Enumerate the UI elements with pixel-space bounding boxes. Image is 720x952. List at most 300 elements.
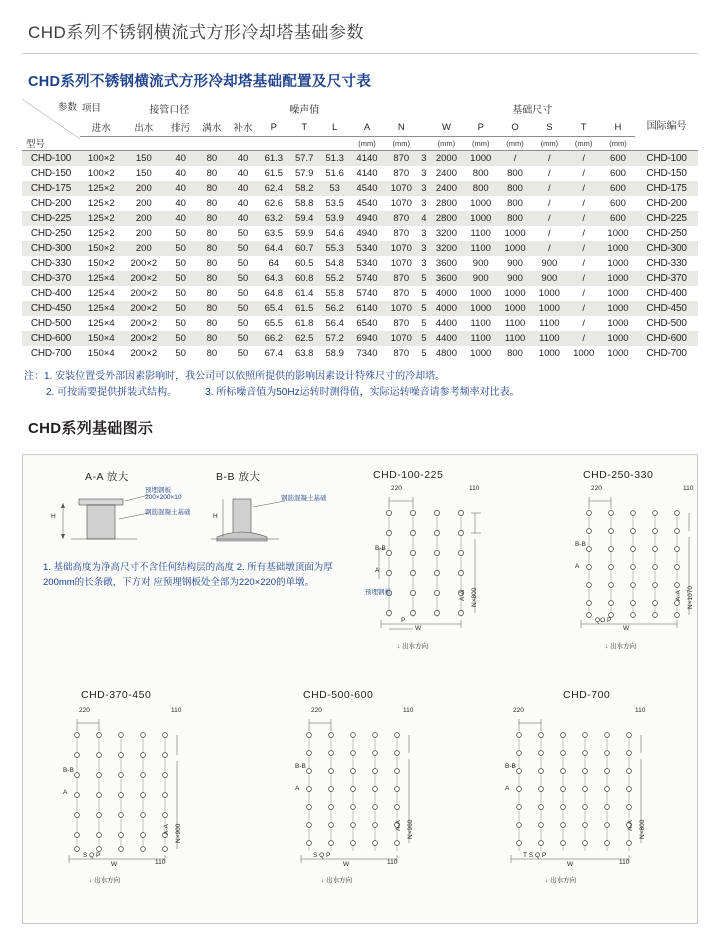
col-drain: 排污: [165, 118, 196, 137]
unit-W-text: (mm): [437, 139, 456, 148]
cell-H: 1000: [601, 226, 635, 241]
cell-full: 80: [196, 256, 227, 271]
noise-group-header: 噪声值: [259, 99, 350, 118]
cell-model: CHD-225: [22, 211, 80, 226]
cell-full: 80: [196, 286, 227, 301]
table-row: [22, 256, 698, 271]
col-T: T: [567, 118, 601, 137]
cell-O: 1000: [498, 226, 532, 241]
col-W: W: [429, 118, 463, 137]
cell-T: /: [567, 151, 601, 167]
fig2-label-B: B-B: [575, 541, 586, 548]
cell-W: 2000: [429, 151, 463, 167]
cell-T: /: [567, 226, 601, 241]
fig1-dim-P: P: [401, 617, 406, 624]
cell-model: CHD-100: [22, 151, 80, 167]
cell-T: /: [567, 241, 601, 256]
cell-full: 80: [196, 346, 227, 361]
cell-drain: 50: [165, 226, 196, 241]
fig5-dim-110: 110: [635, 707, 646, 714]
cell-inlet: 125×2: [80, 211, 123, 226]
col-S: S: [532, 118, 566, 137]
unit-T: [567, 137, 601, 151]
cell-count: 5: [418, 331, 429, 346]
fig2-dim-n1070: N×1070: [687, 586, 694, 609]
cell-inlet: 125×2: [80, 181, 123, 196]
cell-count: 3: [418, 196, 429, 211]
cell-makeup: 40: [227, 211, 258, 226]
cell-code: CHD-700: [635, 346, 698, 361]
cell-inlet2: 200×2: [123, 256, 166, 271]
spec-table-wrap: [14, 99, 706, 361]
cell-makeup: 50: [227, 241, 258, 256]
intl-code-header: 国际编号: [635, 99, 698, 151]
col-t-noise: T: [289, 118, 319, 137]
table-header-row-3: [22, 137, 698, 151]
cell-inlet: 100×2: [80, 166, 123, 181]
cell-noise-l: 56.2: [319, 301, 349, 316]
fig2-label-A: A: [575, 563, 580, 570]
cell-inlet: 150×2: [80, 241, 123, 256]
cell-S: 1000: [532, 301, 566, 316]
detail-aa-drawing: [41, 489, 191, 549]
fig1-arrow-text: 出水方向: [402, 643, 429, 650]
fig5-label-A: A: [505, 785, 510, 792]
detail-aa-plate-size: 200×200×10: [145, 494, 182, 501]
cell-P: 900: [464, 271, 498, 286]
cell-N: 870: [384, 286, 418, 301]
cell-model: CHD-370: [22, 271, 80, 286]
fig4-arrow-text: 出水方向: [326, 877, 353, 884]
fig-grid-1: [365, 485, 491, 650]
cell-count: 5: [418, 301, 429, 316]
cell-drain: 40: [165, 196, 196, 211]
cell-A: 6140: [350, 301, 384, 316]
cell-code: CHD-500: [635, 316, 698, 331]
fig5-dim-110b: 110: [619, 859, 630, 866]
fig3-dim-110b: 110: [155, 859, 166, 866]
fig4-dim-P: P: [326, 852, 331, 859]
corner-header-cell: [22, 99, 80, 151]
cell-noise-t: 61.5: [289, 301, 319, 316]
cell-inlet2: 200×2: [123, 286, 166, 301]
cell-model: CHD-700: [22, 346, 80, 361]
fig4-label-B: B-B: [295, 763, 306, 770]
table-row: [22, 241, 698, 256]
cell-T: /: [567, 196, 601, 211]
cell-noise-p: 64.3: [259, 271, 289, 286]
fig3-dim-110: 110: [171, 707, 182, 714]
fig1-dim-W: W: [415, 625, 422, 632]
cell-P: 1100: [464, 226, 498, 241]
cell-H: 1000: [601, 256, 635, 271]
cell-model: CHD-300: [22, 241, 80, 256]
cell-T: /: [567, 301, 601, 316]
col-l-noise: L: [319, 118, 349, 137]
cell-O: 1000: [498, 241, 532, 256]
cell-code: CHD-370: [635, 271, 698, 286]
fig5-dim-220: 220: [513, 707, 524, 714]
cell-O: 900: [498, 256, 532, 271]
table-row: [22, 316, 698, 331]
cell-A: 5740: [350, 286, 384, 301]
fig3-arrow-label: ↓ 出水方向: [89, 877, 121, 884]
fig-caption-aa: A-A 放大: [85, 471, 129, 483]
cell-drain: 50: [165, 346, 196, 361]
cell-code: CHD-300: [635, 241, 698, 256]
cell-noise-p: 63.2: [259, 211, 289, 226]
cell-S: /: [532, 196, 566, 211]
cell-count: 5: [418, 316, 429, 331]
cell-model: CHD-600: [22, 331, 80, 346]
cell-A: 4540: [350, 196, 384, 211]
pipe-group-header: [80, 99, 259, 118]
fig1-label-B: B-B: [375, 545, 386, 552]
cell-noise-t: 59.4: [289, 211, 319, 226]
cell-H: 600: [601, 181, 635, 196]
fig2-arrow-label: ↓ 出水方向: [605, 643, 637, 650]
cell-noise-t: 60.8: [289, 271, 319, 286]
cell-drain: 50: [165, 316, 196, 331]
cell-code: CHD-330: [635, 256, 698, 271]
cell-W: 3600: [429, 256, 463, 271]
cell-noise-p: 66.2: [259, 331, 289, 346]
cell-model: CHD-250: [22, 226, 80, 241]
cell-A: 7340: [350, 346, 384, 361]
fig3-label-B: B-B: [63, 767, 74, 774]
table-row: [22, 151, 698, 167]
cell-full: 80: [196, 166, 227, 181]
fig2-dims-QOP: QO P: [595, 617, 612, 624]
cell-O: 800: [498, 346, 532, 361]
cell-N: 1070: [384, 256, 418, 271]
cell-W: 4400: [429, 316, 463, 331]
cell-inlet2: 200: [123, 196, 166, 211]
cell-W: 3200: [429, 241, 463, 256]
fig1-dim-110: 110: [469, 485, 480, 492]
cell-P: 1000: [464, 196, 498, 211]
cell-makeup: 50: [227, 226, 258, 241]
cell-H: 1000: [601, 286, 635, 301]
cell-full: 80: [196, 271, 227, 286]
cell-W: 3600: [429, 271, 463, 286]
cell-model: CHD-150: [22, 166, 80, 181]
fig4-dim-S: S: [313, 852, 318, 859]
cell-P: 1100: [464, 331, 498, 346]
cell-H: 1000: [601, 331, 635, 346]
cell-inlet: 125×2: [80, 196, 123, 211]
cell-inlet2: 200: [123, 211, 166, 226]
col-makeup: 补水: [227, 118, 258, 137]
unit-P-text: (mm): [471, 139, 490, 148]
fig-caption-5: CHD-700: [563, 689, 611, 701]
cell-inlet: 150×4: [80, 331, 123, 346]
cell-full: 80: [196, 196, 227, 211]
col-n-count: [418, 118, 429, 137]
cell-P: 1100: [464, 241, 498, 256]
cell-inlet: 125×4: [80, 316, 123, 331]
fig1-dim-220: 220: [391, 485, 402, 492]
figure-panel: [22, 454, 698, 924]
fig4-label-A: A: [295, 785, 300, 792]
cell-model: CHD-400: [22, 286, 80, 301]
fig2-dim-P: P: [606, 617, 612, 624]
table-header-row-1: [22, 99, 698, 118]
unit-T-text: (mm): [574, 139, 593, 148]
fig2-dim-O: O: [600, 617, 606, 624]
cell-drain: 50: [165, 286, 196, 301]
fig2-arrow-text: 出水方向: [610, 643, 637, 650]
cell-A: 5340: [350, 241, 384, 256]
cell-count: 3: [418, 181, 429, 196]
spacer-header: [350, 99, 429, 118]
fig-grid-4: [291, 707, 421, 884]
table-header-row-2: [22, 118, 698, 137]
cell-P: 1100: [464, 316, 498, 331]
cell-inlet2: 200: [123, 226, 166, 241]
fig5-dim-W: W: [567, 861, 574, 868]
table-row: [22, 166, 698, 181]
cell-T: 1000: [567, 346, 601, 361]
fig-caption-2: CHD-250-330: [583, 469, 654, 481]
fig3-arrow-text: 出水方向: [94, 877, 121, 884]
cell-W: 2400: [429, 181, 463, 196]
unit-A: [350, 137, 384, 151]
cell-H: 600: [601, 211, 635, 226]
corner-item-label: 项目: [82, 103, 102, 114]
cell-S: /: [532, 166, 566, 181]
cell-A: 5740: [350, 271, 384, 286]
cell-code: CHD-100: [635, 151, 698, 167]
fig3-dim-P: P: [96, 852, 101, 859]
note-2: 2. 可按需要提供拼装式结构。: [46, 387, 178, 398]
fig3-dim-W: W: [111, 861, 118, 868]
cell-drain: 40: [165, 151, 196, 167]
cell-P: 1000: [464, 151, 498, 167]
cell-O: 900: [498, 271, 532, 286]
cell-full: 80: [196, 241, 227, 256]
cell-A: 4540: [350, 181, 384, 196]
cell-model: CHD-330: [22, 256, 80, 271]
cell-noise-p: 67.4: [259, 346, 289, 361]
fig5-dim-n800: N×800: [639, 819, 646, 839]
cell-W: 4000: [429, 286, 463, 301]
fig-grid-3: [59, 707, 189, 884]
figure-blue-notes: [43, 560, 333, 590]
cell-inlet2: 200×2: [123, 331, 166, 346]
cell-noise-l: 53.5: [319, 196, 349, 211]
cell-T: /: [567, 181, 601, 196]
col-P: P: [464, 118, 498, 137]
cell-H: 600: [601, 166, 635, 181]
cell-O: 1100: [498, 331, 532, 346]
fig-caption-3: CHD-370-450: [81, 689, 152, 701]
cell-inlet: 125×4: [80, 286, 123, 301]
fig3-dim-S: S: [83, 852, 88, 859]
cell-makeup: 40: [227, 151, 258, 167]
cell-S: /: [532, 241, 566, 256]
fig1-dim-A: A-A: [459, 590, 466, 601]
cell-O: 800: [498, 181, 532, 196]
note-1: 注：1. 安装位置受外部因素影响时，我公司可以依照所提供的影响因素设计特殊尺寸的冷却塔。: [24, 371, 446, 382]
cell-noise-l: 55.8: [319, 286, 349, 301]
cell-drain: 50: [165, 301, 196, 316]
col-A: A: [350, 118, 384, 137]
fig5-arrow-label: ↓ 出水方向: [545, 877, 577, 884]
fig4-arrow-label: ↓ 出水方向: [321, 877, 353, 884]
table-row: [22, 346, 698, 361]
cell-noise-t: 62.5: [289, 331, 319, 346]
cell-P: 1000: [464, 346, 498, 361]
cell-code: CHD-225: [635, 211, 698, 226]
cell-W: 4000: [429, 301, 463, 316]
cell-T: /: [567, 331, 601, 346]
cell-noise-l: 53: [319, 181, 349, 196]
cell-T: /: [567, 286, 601, 301]
cell-N: 870: [384, 271, 418, 286]
cell-N: 1070: [384, 241, 418, 256]
cell-H: 600: [601, 151, 635, 167]
fig-note-2: 2. 所有基础墩顶面为厚200mm的长条礅，下方对: [43, 562, 333, 588]
cell-code: CHD-400: [635, 286, 698, 301]
cell-makeup: 50: [227, 271, 258, 286]
col-H: H: [601, 118, 635, 137]
fig2-dim-110: 110: [683, 485, 694, 492]
col-out: 出水: [123, 118, 166, 137]
cell-noise-t: 57.7: [289, 151, 319, 167]
cell-count: 3: [418, 256, 429, 271]
figure-section-title: CHD系列基础图示: [28, 420, 154, 437]
cell-full: 80: [196, 211, 227, 226]
cell-P: 800: [464, 181, 498, 196]
cell-noise-t: 60.7: [289, 241, 319, 256]
cell-O: 800: [498, 211, 532, 226]
cell-noise-t: 63.8: [289, 346, 319, 361]
cell-P: 1000: [464, 286, 498, 301]
cell-W: 2800: [429, 211, 463, 226]
cell-noise-l: 51.6: [319, 166, 349, 181]
cell-A: 5340: [350, 256, 384, 271]
cell-noise-t: 58.2: [289, 181, 319, 196]
cell-noise-p: 64.8: [259, 286, 289, 301]
cell-N: 1070: [384, 331, 418, 346]
cell-count: 5: [418, 271, 429, 286]
cell-O: 1000: [498, 301, 532, 316]
unit-S: [532, 137, 566, 151]
cell-S: /: [532, 151, 566, 167]
fig4-dim-220: 220: [311, 707, 322, 714]
cell-inlet: 125×2: [80, 226, 123, 241]
cell-H: 1000: [601, 271, 635, 286]
cell-noise-l: 58.9: [319, 346, 349, 361]
cell-noise-l: 54.8: [319, 256, 349, 271]
detail-bb-drawing: [193, 489, 343, 549]
fig-caption-1: CHD-100-225: [373, 469, 444, 481]
fig5-dim-P: P: [541, 852, 547, 859]
cell-noise-l: 51.3: [319, 151, 349, 167]
fig4-dim-110: 110: [403, 707, 414, 714]
table-row: [22, 331, 698, 346]
cell-inlet2: 150: [123, 166, 166, 181]
cell-O: 1000: [498, 286, 532, 301]
fig5-dim-A: A-A: [627, 820, 634, 831]
cell-count: 3: [418, 151, 429, 167]
cell-noise-t: 61.4: [289, 286, 319, 301]
col-N: N: [384, 118, 418, 137]
note-3: 3. 所标噪音值为50Hz运转时测得值，实际运转噪音请参考频率对比表。: [205, 387, 520, 398]
cell-noise-l: 53.9: [319, 211, 349, 226]
fig2-dim-220: 220: [591, 485, 602, 492]
cell-makeup: 50: [227, 346, 258, 361]
unit-N: [384, 137, 418, 151]
cell-inlet: 125×4: [80, 301, 123, 316]
fig-caption-bb: B-B 放大: [216, 471, 261, 483]
cell-noise-t: 59.9: [289, 226, 319, 241]
cell-noise-p: 62.4: [259, 181, 289, 196]
fig3-dim-220: 220: [79, 707, 90, 714]
fig3-dims-SQP: S Q P: [83, 852, 101, 859]
cell-noise-t: 60.5: [289, 256, 319, 271]
table-section-title: CHD系列不锈钢横流式方形冷却塔基础配置及尺寸表: [28, 74, 372, 90]
cell-O: /: [498, 151, 532, 167]
cell-O: 800: [498, 166, 532, 181]
cell-T: /: [567, 211, 601, 226]
cell-drain: 50: [165, 271, 196, 286]
cell-H: 1000: [601, 346, 635, 361]
cell-drain: 40: [165, 211, 196, 226]
cell-noise-p: 61.3: [259, 151, 289, 167]
cell-noise-l: 56.4: [319, 316, 349, 331]
fig5-arrow-text: 出水方向: [550, 877, 577, 884]
cell-noise-l: 55.2: [319, 271, 349, 286]
cell-O: 800: [498, 196, 532, 211]
cell-S: 1000: [532, 286, 566, 301]
detail-bb-concrete-label: 钢筋混凝土基础: [281, 495, 327, 502]
cell-drain: 50: [165, 256, 196, 271]
fig-grid-5: [501, 707, 671, 884]
cell-P: 1000: [464, 211, 498, 226]
cell-W: 4800: [429, 346, 463, 361]
cell-N: 1070: [384, 196, 418, 211]
cell-drain: 40: [165, 166, 196, 181]
unit-H: [601, 137, 635, 151]
cell-makeup: 50: [227, 301, 258, 316]
cell-T: /: [567, 271, 601, 286]
cell-count: 5: [418, 286, 429, 301]
cell-drain: 50: [165, 331, 196, 346]
unit-W: [429, 137, 463, 151]
cell-makeup: 50: [227, 256, 258, 271]
cell-noise-l: 57.2: [319, 331, 349, 346]
fig4-dim-A: A-A: [395, 820, 402, 831]
fig2-dim-W: W: [623, 625, 630, 632]
cell-noise-t: 58.8: [289, 196, 319, 211]
fig5-dim-T: T: [523, 852, 527, 859]
cell-inlet2: 200: [123, 241, 166, 256]
col-p-noise: P: [259, 118, 289, 137]
table-row: [22, 271, 698, 286]
cell-A: 4940: [350, 226, 384, 241]
corner-param-label: 参数: [57, 102, 77, 113]
unit-O: [498, 137, 532, 151]
cell-noise-p: 63.5: [259, 226, 289, 241]
cell-code: CHD-175: [635, 181, 698, 196]
cell-P: 800: [464, 166, 498, 181]
fig1-dim-n800: N×800: [471, 587, 478, 607]
cell-S: /: [532, 211, 566, 226]
corner-model-label: 型号: [26, 139, 46, 150]
table-row: [22, 226, 698, 241]
